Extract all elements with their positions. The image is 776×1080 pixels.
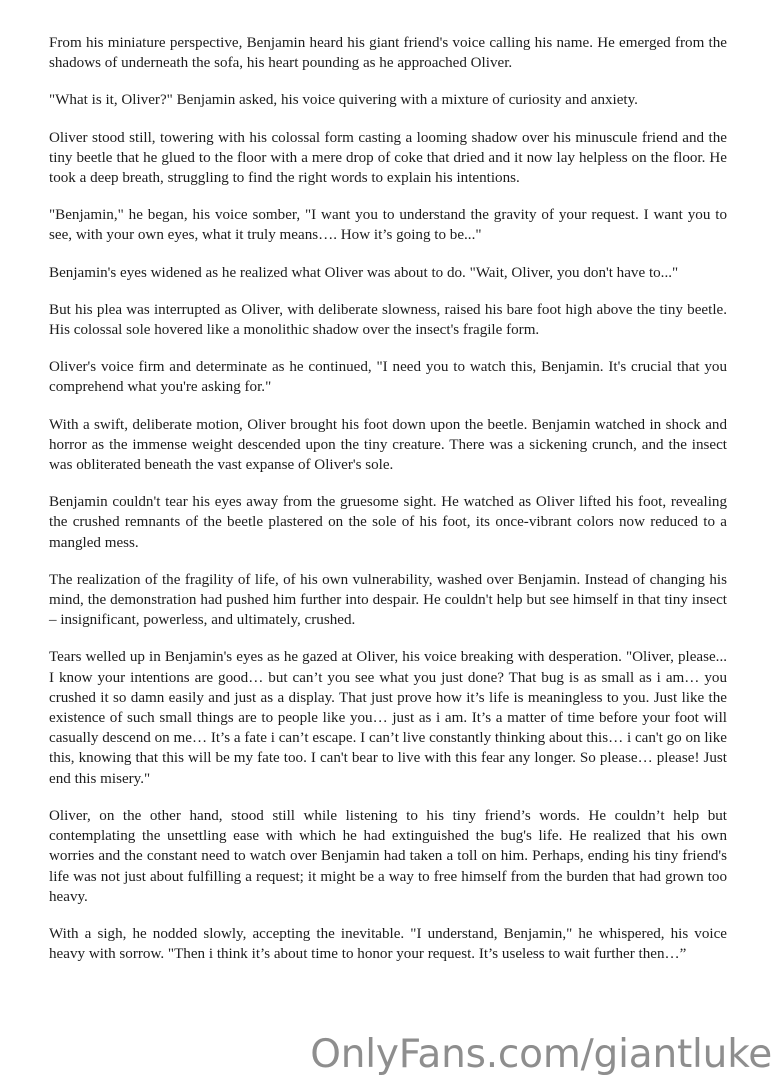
story-paragraph: But his plea was interrupted as Oliver, with deliberate slowness, raised his bare foot high above the tiny beetle. His colossal sole hovered like a monolithic shadow over the insect's fragile form. — [49, 301, 727, 339]
story-paragraph: Benjamin's eyes widened as he realized what Oliver was about to do. "Wait, Oliver, you don't have to..." — [49, 264, 679, 281]
story-paragraph: "What is it, Oliver?" Benjamin asked, his voice quivering with a mixture of curiosity and anxiety. — [49, 92, 638, 109]
story-paragraph: With a swift, deliberate motion, Oliver brought his foot down upon the beetle. Benjamin watched in shock and horror as the immense weight descended upon the tiny creature. There was a sickening crunch, and the insect was obliterated beneath the vast expanse of Oliver's sole. — [49, 416, 727, 474]
story-paragraph: From his miniature perspective, Benjamin heard his giant friend's voice calling his name. He emerged from the shadows of underneath the sofa, his heart pounding as he approached Oliver. — [49, 35, 727, 72]
story-paragraph: The realization of the fragility of life, of his own vulnerability, washed over Benjamin. Instead of changing his mind, the demonstration had pushed him further into despair. He couldn't help but see himself in that tiny insect – insignificant, powerless, and ultimately, crushed. — [49, 571, 727, 629]
story-paragraph: Oliver stood still, towering with his colossal form casting a looming shadow over his minuscule friend and the tiny beetle that he glued to the floor with a mere drop of coke that dried and it now lay helpless on the floor. He took a deep breath, struggling to find the right words to explain his intentions. — [49, 129, 727, 187]
story-paragraph: Benjamin couldn't tear his eyes away from the gruesome sight. He watched as Oliver lifted his foot, revealing the crushed remnants of the beetle plastered on the sole of his foot, its once-vibrant colors now reduced to a mangled mess. — [49, 494, 727, 551]
story-paragraph: Oliver, on the other hand, stood still while listening to his tiny friend’s words. He couldn’t help but contemplating the unsettling ease with which he had extinguished the bug's life. He realized that his own worries and the constant need to watch over Benjamin had taken a toll on him. Perhaps, ending his tiny friend's life was not just about fulfilling a request; it might be a way to free himself from the burden that had grown too heavy. — [49, 807, 727, 905]
story-paragraph: Tears welled up in Benjamin's eyes as he gazed at Oliver, his voice breaking with desperation. "Oliver, please... I know your intentions are good… but can’t you see what you just done? That bug is as small as i am… you crushed it so damn easily and just as a display. That just prove how it’s life is meaningless to you. Just like the existence of such small things are to people like you… just as i am. It’s a matter of time before your foot will casually descend on me… It’s a fate i can’t escape. I can’t live constantly thinking about this… i can't go on like this, knowing that this will be my fate too. I can't bear to live with this fear any longer. So please… please! Just end this misery." — [49, 649, 727, 787]
story-text-column — [49, 33, 727, 964]
story-paragraph: Oliver's voice firm and determinate as he continued, "I need you to watch this, Benjamin. It's crucial that you comprehend what you're asking for." — [49, 359, 727, 396]
story-paragraph: With a sigh, he nodded slowly, accepting the inevitable. "I understand, Benjamin," he whispered, his voice heavy with sorrow. "Then i think it’s about time to honor your request. It’s useless to wait further then…” — [49, 925, 727, 963]
onlyfans-watermark: OnlyFans.com/giantluke — [310, 1032, 772, 1077]
story-paragraph: "Benjamin," he began, his voice somber, "I want you to understand the gravity of your request. I want you to see, with your own eyes, what it truly means…. How it’s going to be..." — [49, 207, 727, 244]
